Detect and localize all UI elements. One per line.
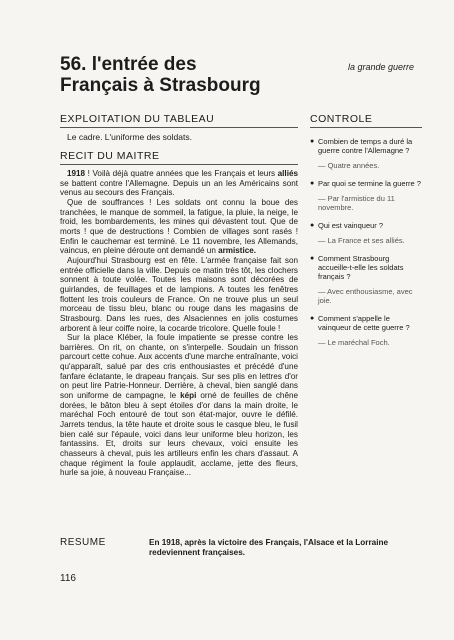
- bold-term: 1918: [67, 169, 86, 178]
- bullet-icon: ●: [310, 138, 315, 145]
- controle-heading: CONTROLE: [310, 113, 373, 125]
- story-run: Sur la place Kléber, la foule impatiente se presse contre les barrières. On rit, on chante, on s'interpelle. Soudain un frisson parcourt cette cohue. Aux accents d'une marche entraînante, voici qu'apparaît, salué par des cris enthousiastes et précédé d'une fanfare éclatante, le drapeau français. Sur ses plis en lettres d'or on peut lire Patrie-Honneur. Derrière, à cheval, bien sanglé dans son uniforme de campagne, le: [60, 333, 298, 401]
- bullet-icon: ●: [310, 315, 315, 322]
- controle-item: [310, 179, 422, 212]
- story-run: Aujourd'hui Strasbourg est en fête. L'armée française fait son entrée officielle dans la ville. Depuis ce matin très tôt, les clochers sonnent à toute volée. Toutes les maisons sont décorées de guirlandes, de feuillages et de lampions. A toutes les fenêtres flottent les trois couleurs de France. On ne trouve plus un seul morceau de tissu bleu, blanc ou rouge dans les magasins de Strasbourg. Dans les rues, des Alsaciennes en jolis costumes arborent à leur coiffe noire, la cocarde tricolore. Quelle foule !: [60, 255, 298, 333]
- bold-term: alliés: [277, 169, 298, 178]
- story-paragraph: [60, 256, 298, 333]
- controle-answer: — La France et ses alliés.: [318, 236, 405, 245]
- bullet-icon: ●: [310, 180, 315, 187]
- story-run: Que de souffrances ! Les soldats ont connu la boue des tranchées, le manque de sommeil, la fatigue, la pluie, la neige, le froid, les bombardements, les mines qui dévastent tout. Que de morts ! que de destructions ! Combien de villages sont rasés ! Enfin le cauchemar est terminé. Le 11 novembre, les Allemands, vaincus, en pleine déroute ont demandé un: [60, 197, 298, 256]
- controle-item: [310, 254, 422, 305]
- left-column: [60, 113, 298, 478]
- controle-question: Comment Strasbourg accueille-t-elle les soldats français ?: [318, 254, 404, 281]
- controle-question: Comment s'appelle le vainqueur de cette guerre ?: [318, 314, 410, 332]
- controle-item: [310, 314, 422, 347]
- title-line-2: Français à Strasbourg: [60, 75, 261, 96]
- title-line-1: 56. l'entrée des: [60, 54, 197, 75]
- resume-text: En 1918, après la victoire des Français, l'Alsace et la Lorraine redeviennent françaises.: [149, 538, 389, 557]
- right-column: [310, 113, 422, 347]
- controle-list: [310, 137, 422, 347]
- story-paragraph: [60, 169, 298, 198]
- controle-question: Par quoi se termine la guerre ?: [318, 179, 421, 188]
- exploitation-subtitle: Le cadre. L'uniforme des soldats.: [67, 132, 192, 142]
- controle-item: [310, 221, 422, 245]
- controle-answer: — Avec enthousiasme, avec joie.: [318, 287, 413, 305]
- bold-term: armistice.: [218, 246, 257, 256]
- heading-rule: [60, 127, 298, 128]
- story-paragraph: [60, 198, 298, 256]
- page-number: 116: [60, 573, 76, 584]
- recit-heading: RECIT DU MAITRE: [60, 150, 160, 162]
- controle-answer: — Le maréchal Foch.: [318, 338, 390, 347]
- story-run: se battent contre l'Allemagne. Depuis un an les Américains sont venus au secours des Français.: [60, 178, 298, 198]
- bullet-icon: ●: [310, 255, 315, 262]
- controle-question: Qui est vainqueur ?: [318, 221, 384, 230]
- controle-answer: — Quatre années.: [318, 161, 380, 170]
- story-run: ! Voilà déjà quatre années que les Français et leurs: [85, 169, 278, 178]
- controle-item: [310, 137, 422, 170]
- section-tag: la grande guerre: [347, 62, 414, 72]
- heading-rule: [60, 164, 298, 165]
- story-text: [60, 169, 298, 478]
- bold-term: képi: [180, 391, 197, 401]
- resume-label: RESUME: [60, 537, 106, 548]
- story-paragraph: [60, 333, 298, 478]
- heading-rule: [310, 127, 422, 128]
- exploitation-heading: EXPLOITATION DU TABLEAU: [60, 113, 215, 125]
- bullet-icon: ●: [310, 222, 315, 229]
- controle-question: Combien de temps a duré la guerre contre l'Allemagne ?: [318, 137, 413, 155]
- story-run: orné de feuilles de chêne dorées, le bâton bleu à sept étoiles d'or dans la main droite, le maréchal Foch entouré de tout son état-major, ouvre le défilé. Jarrets tendus, la tête haute et droite sous le casque bleu, le fusil bien calé sur l'épaule, voici dans leur uniforme bleu horizon, les fantassins. Et, droits sur leurs chevaux, voici ensuite les chasseurs à cheval, puis les artilleurs enfin les chars d'assaut. A chaque régiment la foule applaudit, acclame, jette des fleurs, hurle sa joie, à nouveau Française...: [60, 391, 298, 478]
- page-title: [60, 54, 290, 96]
- controle-answer: — Par l'armistice du 11 novembre.: [318, 194, 395, 212]
